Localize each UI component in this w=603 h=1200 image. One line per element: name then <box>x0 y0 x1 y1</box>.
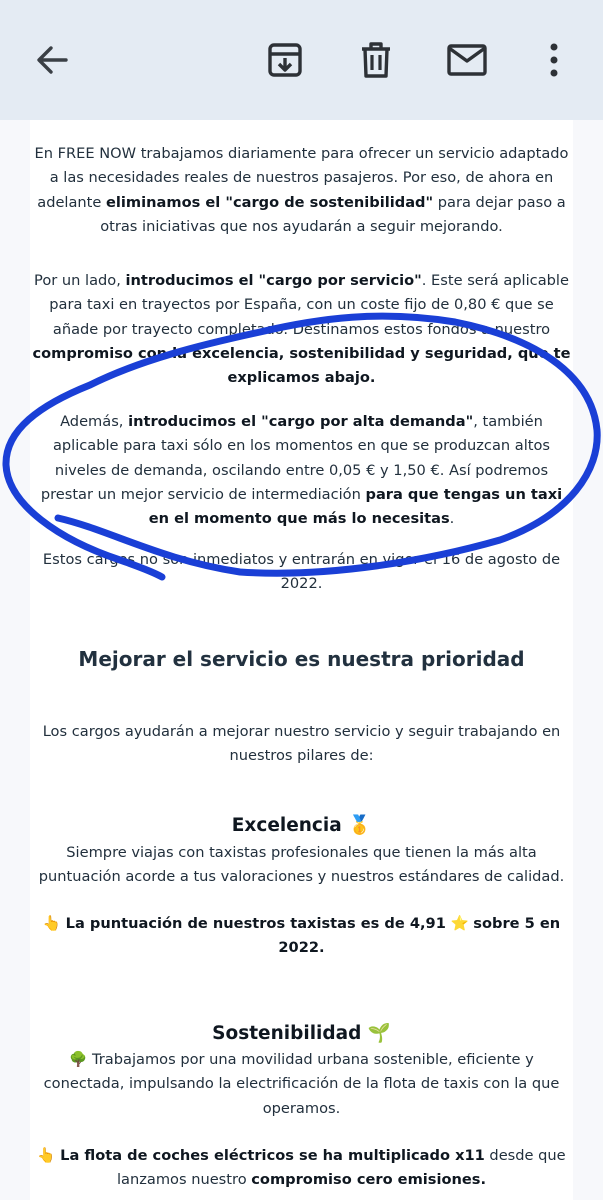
sostenibilidad-heading: Sostenibilidad 🌱 <box>212 1023 391 1044</box>
star-icon: ⭐ <box>450 915 469 932</box>
mark-unread-button[interactable] <box>443 36 491 84</box>
pointing-hand-icon: 👆 <box>37 1147 56 1164</box>
more-options-button[interactable] <box>530 36 578 84</box>
delete-button[interactable] <box>352 36 400 84</box>
sostenibilidad-text: 🌳 Trabajamos por una movilidad urbana sostenible, eficiente y conectada, impulsando la electrificación de la flota de taxis con la que operamos. <box>30 1048 573 1121</box>
arrow-back-icon <box>34 42 70 78</box>
section-heading: Mejorar el servicio es nuestra prioridad <box>78 647 525 671</box>
tree-icon: 🌳 <box>69 1051 88 1068</box>
email-body <box>30 120 573 1200</box>
archive-button[interactable] <box>261 36 309 84</box>
more-vert-icon <box>548 42 560 78</box>
intro-paragraph: En FREE NOW trabajamos diariamente para ofrecer un servicio adaptado a las necesidades reales de nuestros pasajeros. Por eso, de ahora en adelante eliminamos el "cargo de sostenibilidad" para dejar paso a otras iniciativas que nos ayudarán a seguir mejorando. <box>34 145 569 235</box>
excelencia-heading: Excelencia 🥇 <box>231 815 372 836</box>
seedling-icon: 🌱 <box>367 1023 391 1044</box>
medal-icon: 🥇 <box>348 815 372 836</box>
archive-icon <box>266 41 304 79</box>
back-button[interactable] <box>28 36 76 84</box>
email-toolbar <box>0 0 603 120</box>
pointing-hand-icon: 👆 <box>42 915 62 932</box>
high-demand-paragraph: Además, introducimos el "cargo por alta demanda", también aplicable para taxi sólo en los momentos en que se produzcan altos niveles de demanda, oscilando entre 0,05 € y 1,50 €. Así podremos prestar un mejor servicio de intermediación para que tengas un taxi en el momento que más lo necesitas. <box>40 413 563 528</box>
excelencia-text: Siempre viajas con taxistas profesionales que tienen la más alta puntuación acorde a tus valoraciones y nuestros estándares de calidad. <box>38 844 565 886</box>
pillars-intro: Los cargos ayudarán a mejorar nuestro servicio y seguir trabajando en nuestros pilares de: <box>42 723 561 765</box>
effective-date-paragraph: Estos cargos no son inmediatos y entrarán en vigor el 16 de agosto de 2022. <box>42 551 561 593</box>
excelencia-highlight: 👆 La puntuación de nuestros taxistas es de 4,91 ⭐ sobre 5 en 2022. <box>30 912 573 961</box>
service-fee-paragraph: Por un lado, introducimos el "cargo por servicio". Este será aplicable para taxi en trayectos por España, con un coste fijo de 0,80 € que se añade por trayecto completado. Destinamos estos fondos a nuestro compromiso con la excelencia, sostenibilidad y seguridad, que te explicamos abajo. <box>32 272 571 387</box>
sostenibilidad-highlight: 👆 La flota de coches eléctricos se ha multiplicado x11 desde que lanzamos nuestro compromiso cero emisiones. <box>30 1144 573 1193</box>
trash-icon <box>358 41 394 79</box>
mail-icon <box>447 44 487 76</box>
